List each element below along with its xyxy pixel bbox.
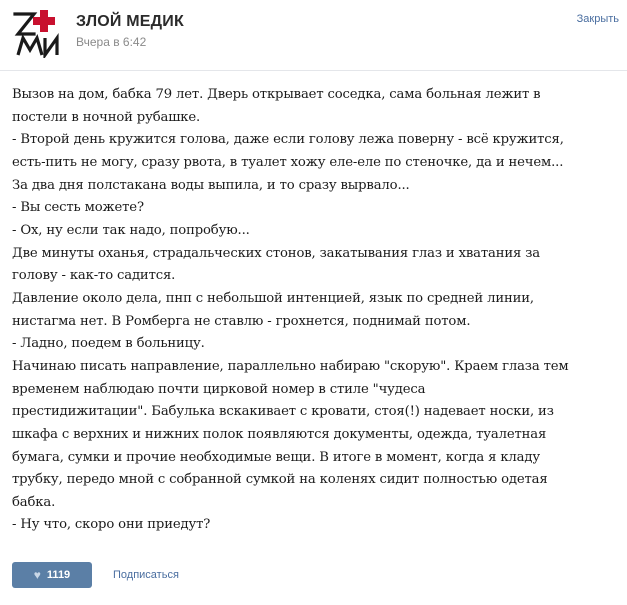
- post-timestamp[interactable]: Вчера в 6:42: [76, 35, 147, 49]
- post-line: - Второй день кружится голова, даже если голову лежа поверну - всё кружится,: [12, 132, 564, 148]
- post-line: - Ох, ну если так надо, попробую...: [12, 222, 250, 238]
- post-line: нистагма нет. В Ромберга не ставлю - грохнется, поднимай потом.: [12, 313, 471, 329]
- close-button[interactable]: Закрыть: [576, 13, 619, 25]
- heart-icon: ♥: [33, 568, 41, 582]
- post-line: - Ладно, поедем в больницу.: [12, 336, 205, 352]
- post-line: голову - как-то садится.: [12, 268, 176, 284]
- post-line: Две минуты оханья, страдальческих стонов, закатывания глаз и хватания за: [12, 245, 540, 261]
- subscribe-link[interactable]: Подписаться: [113, 569, 179, 581]
- post-line: - Ну что, скоро они приедут?: [12, 517, 211, 533]
- post-text: [12, 84, 622, 537]
- post-line: - Вы сесть можете?: [12, 200, 144, 216]
- post-line: бабка.: [12, 494, 56, 510]
- post-line: временем наблюдаю почти цирковой номер в стиле "чудеса: [12, 381, 426, 397]
- header-divider: [0, 70, 627, 71]
- post-line: престидижитации". Бабулька вскакивает с кровати, стоя(!) надевает носки, из: [12, 404, 554, 420]
- avatar[interactable]: [12, 8, 62, 58]
- post-line: бумага, сумки и прочие необходимые вещи. В итоге в момент, когда я кладу: [12, 449, 540, 465]
- like-button[interactable]: [12, 562, 92, 588]
- post-line: шкафа с верхних и нижних полок появляются документы, одежда, туалетная: [12, 426, 547, 442]
- like-count: 1119: [46, 569, 71, 581]
- post-line: За два дня полстакана воды выпила, и то сразу вырвало...: [12, 177, 410, 193]
- zm-logo-red-cross-icon: [12, 8, 62, 58]
- post-line: есть-пить не могу, сразу рвота, в туалет хожу еле-еле по стеночке, да и нечем...: [12, 154, 564, 170]
- author-name[interactable]: ЗЛОЙ МЕДИК: [76, 13, 184, 30]
- post-line: постели в ночной рубашке.: [12, 109, 201, 125]
- post-line: Вызов на дом, бабка 79 лет. Дверь открывает соседка, сама больная лежит в: [12, 87, 541, 102]
- post-header: [0, 0, 627, 70]
- post-line: Давление около дела, пнп с небольшой интенцией, язык по средней линии,: [12, 290, 534, 306]
- post-line: Начинаю писать направление, параллельно набираю "скорую". Краем глаза тем: [12, 358, 569, 374]
- post-line: трубку, передо мной с собранной сумкой на коленях сидит полностью одетая: [12, 472, 548, 488]
